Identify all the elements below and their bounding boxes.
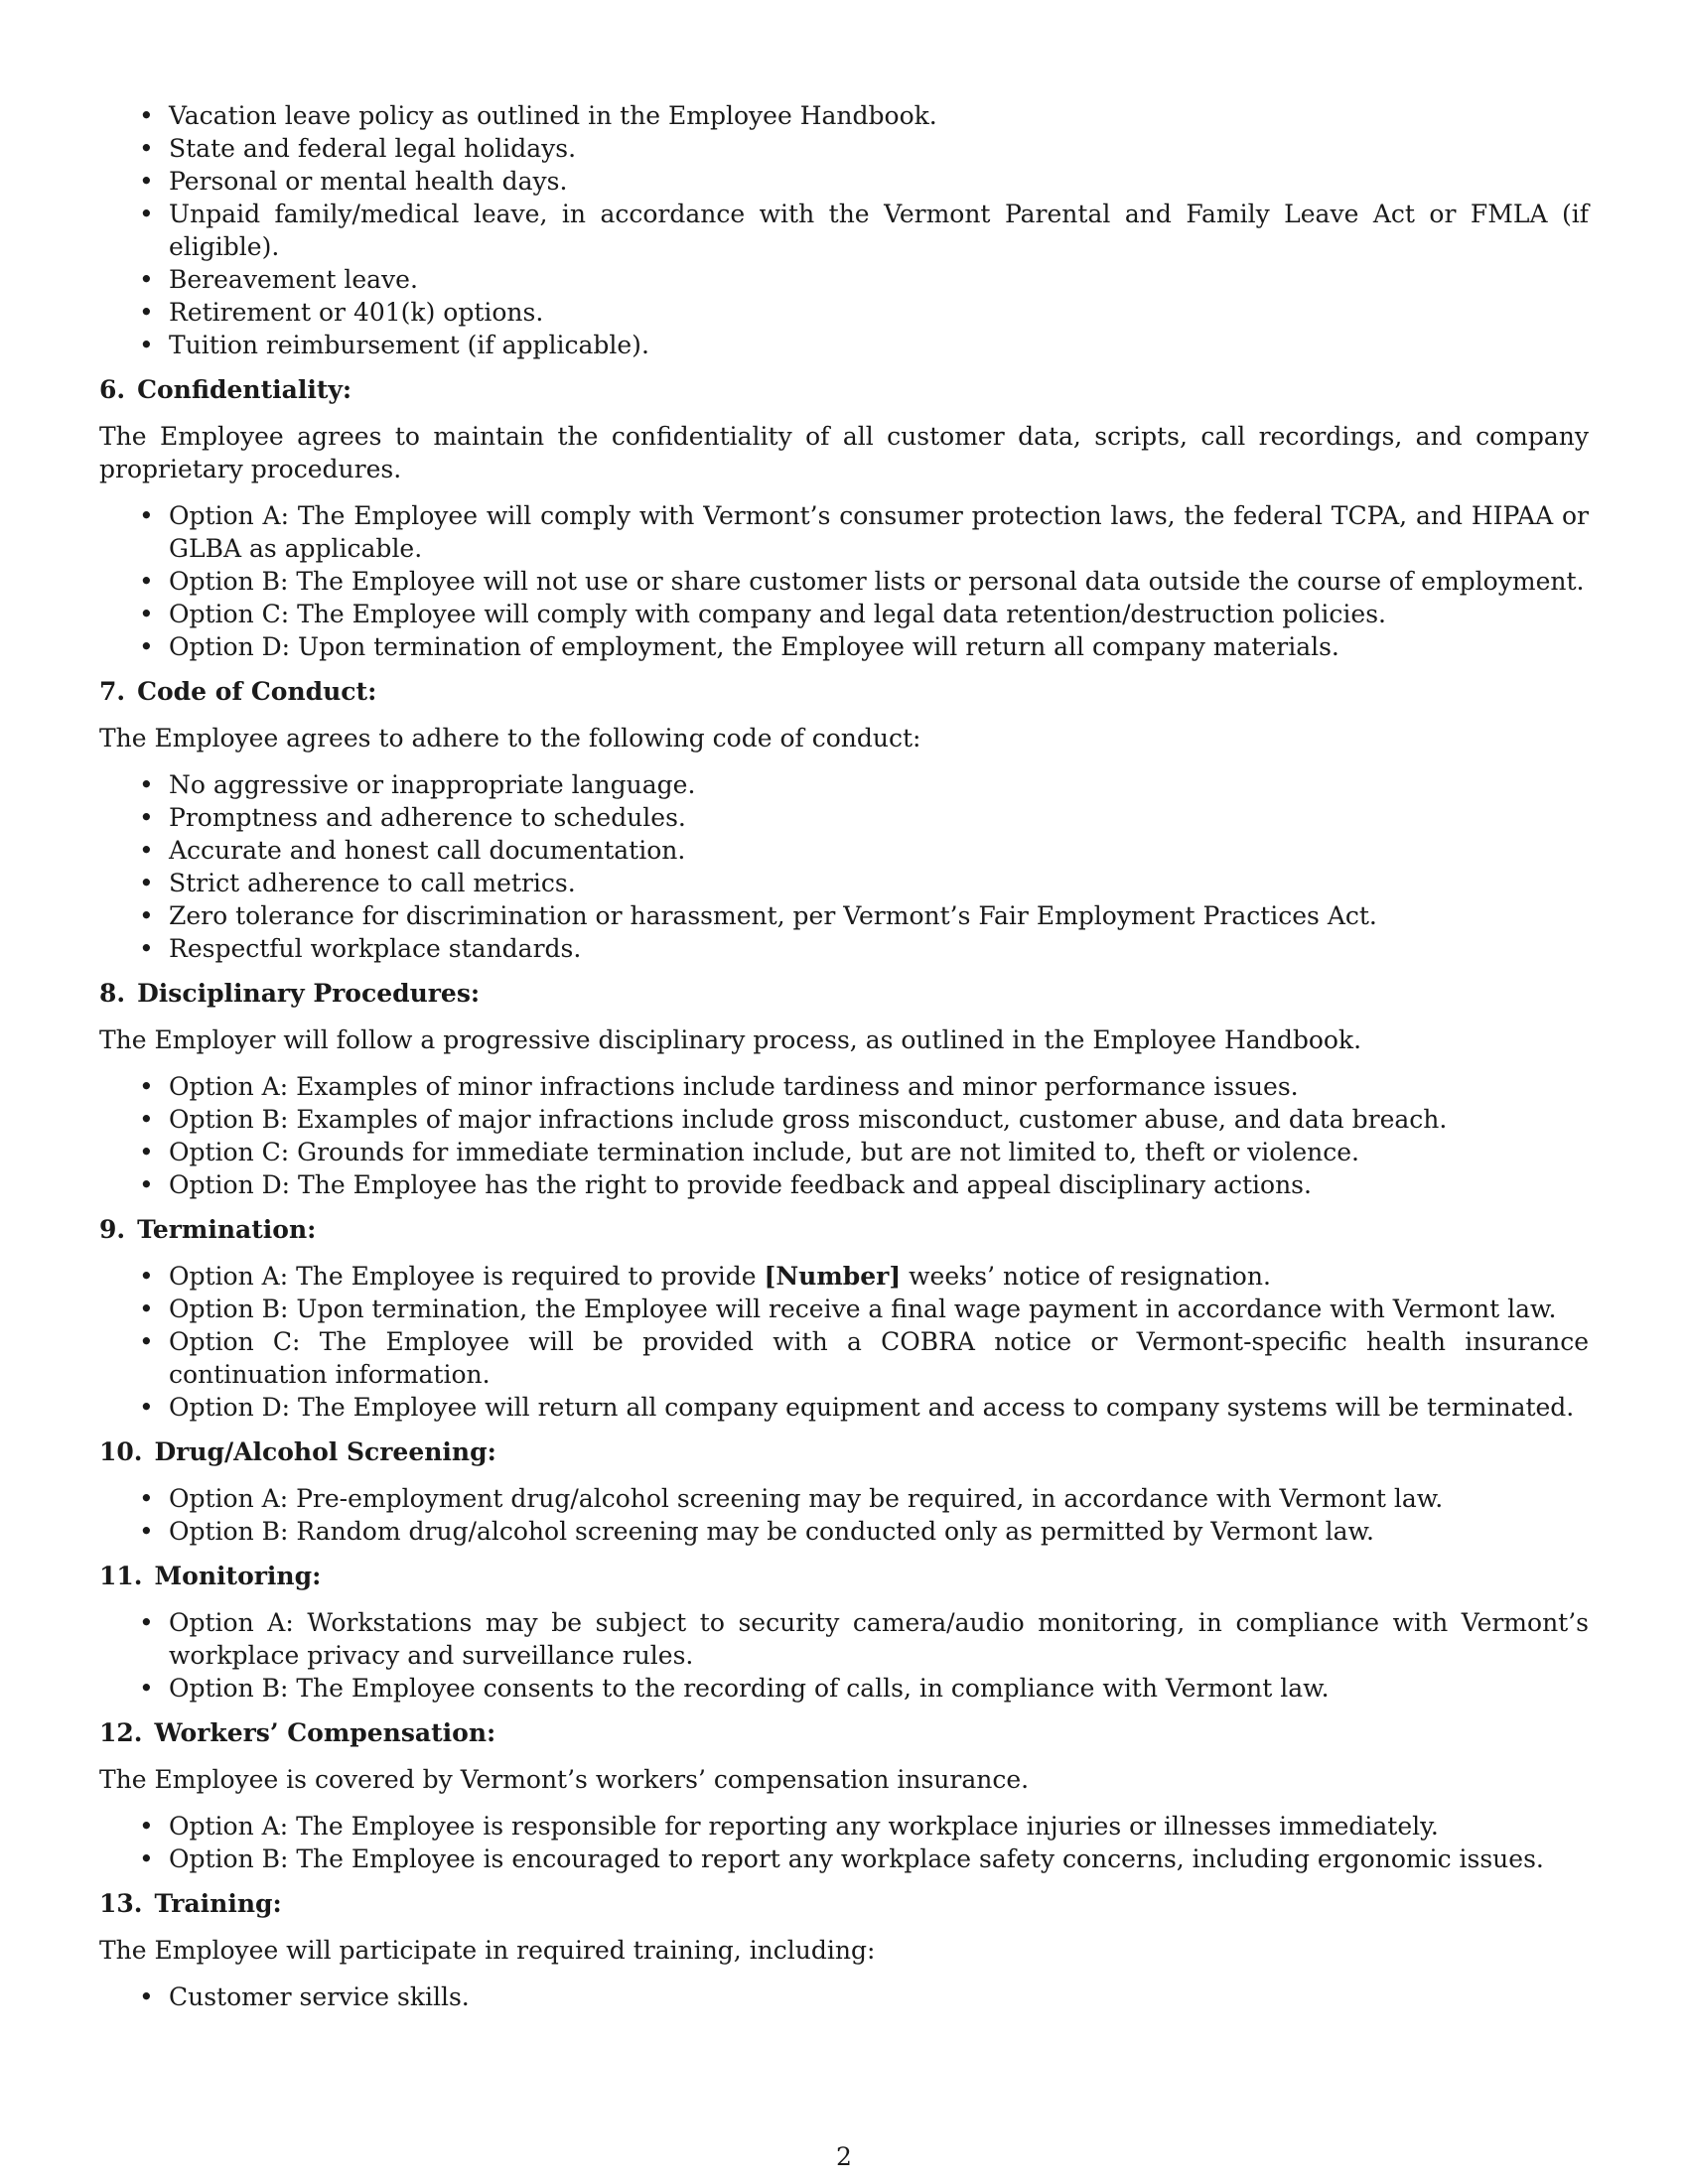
- section-heading-monitoring: [99, 1560, 1589, 1592]
- section-number: 8.: [99, 979, 126, 1008]
- section-intro: The Employee agrees to maintain the confidentiality of all customer data, scripts, call recordings, and company proprietary procedures.: [99, 422, 1589, 483]
- section-number: 11.: [99, 1562, 143, 1590]
- page-number: 2: [836, 2142, 852, 2171]
- list-item: • Option B: Upon termination, the Employee will receive a final wage payment in accordance with Vermont law.: [99, 1293, 1589, 1325]
- list-item: • Unpaid family/medical leave, in accordance with the Vermont Parental and Family Leave Act or FMLA (if eligible).: [99, 198, 1589, 263]
- list-item: • Option B: The Employee will not use or share customer lists or personal data outside the course of employment.: [99, 565, 1589, 598]
- list-item: • Option A: Examples of minor infractions include tardiness and minor performance issues.: [99, 1070, 1589, 1103]
- training-list: [99, 1980, 1589, 2013]
- list-item: • Option D: Upon termination of employment, the Employee will return all company materials.: [99, 630, 1589, 663]
- section-number: 12.: [99, 1718, 143, 1747]
- list-item: • Option B: Random drug/alcohol screening may be conducted only as permitted by Vermont law.: [99, 1515, 1589, 1548]
- code-of-conduct-list: [99, 768, 1589, 965]
- monitoring-list: [99, 1606, 1589, 1705]
- list-item: • Retirement or 401(k) options.: [99, 296, 1589, 329]
- workers-compensation-list: [99, 1810, 1589, 1875]
- list-item: • Option B: The Employee consents to the recording of calls, in compliance with Vermont law.: [99, 1672, 1589, 1705]
- section-title: Drug/Alcohol Screening:: [154, 1437, 496, 1466]
- section-number: 6.: [99, 375, 126, 404]
- section-title: Termination:: [137, 1215, 317, 1244]
- list-item: • Option A: The Employee is responsible for reporting any workplace injuries or illnesses immediately.: [99, 1810, 1589, 1843]
- section-heading-drug-alcohol-screening: [99, 1435, 1589, 1468]
- screening-list: [99, 1482, 1589, 1548]
- list-item: • Option D: The Employee will return all company equipment and access to company systems will be terminated.: [99, 1391, 1589, 1424]
- disciplinary-list: [99, 1070, 1589, 1201]
- list-item: • Option C: The Employee will comply with company and legal data retention/destruction policies.: [99, 598, 1589, 630]
- list-item: • Bereavement leave.: [99, 263, 1589, 296]
- section-number: 7.: [99, 677, 126, 706]
- section-heading-workers-compensation: [99, 1716, 1589, 1749]
- section-title: Confidentiality:: [137, 375, 352, 404]
- section-number: 9.: [99, 1215, 126, 1244]
- list-item: • Respectful workplace standards.: [99, 932, 1589, 965]
- list-item: • Option D: The Employee has the right to provide feedback and appeal disciplinary actions.: [99, 1168, 1589, 1201]
- section-intro: The Employee will participate in required training, including:: [99, 1936, 876, 1965]
- document-page: [99, 99, 1589, 2025]
- section-heading-training: [99, 1887, 1589, 1920]
- placeholder-number: [Number]: [764, 1262, 902, 1291]
- section-heading-confidentiality: [99, 373, 1589, 406]
- section-heading-disciplinary-procedures: [99, 977, 1589, 1010]
- confidentiality-list: [99, 499, 1589, 663]
- list-item: • Vacation leave policy as outlined in the Employee Handbook.: [99, 99, 1589, 132]
- list-item: • Option C: The Employee will be provided with a COBRA notice or Vermont-specific health insurance continuation information.: [99, 1325, 1589, 1391]
- list-item: • Option C: Grounds for immediate termination include, but are not limited to, theft or violence.: [99, 1136, 1589, 1168]
- list-item: • No aggressive or inappropriate language.: [99, 768, 1589, 801]
- list-item: • Option A: The Employee will comply with Vermont’s consumer protection laws, the federal TCPA, and HIPAA or GLBA as applicable.: [99, 499, 1589, 565]
- section-title: Code of Conduct:: [137, 677, 377, 706]
- text-segment: Option A: The Employee is required to provide: [169, 1262, 765, 1291]
- section-heading-termination: [99, 1213, 1589, 1246]
- section-intro: The Employee agrees to adhere to the following code of conduct:: [99, 724, 921, 752]
- list-item: • State and federal legal holidays.: [99, 132, 1589, 165]
- section-title: Workers’ Compensation:: [154, 1718, 496, 1747]
- section-title: Disciplinary Procedures:: [137, 979, 481, 1008]
- text-segment: weeks’ notice of resignation.: [901, 1262, 1271, 1291]
- section-heading-code-of-conduct: [99, 675, 1589, 708]
- benefits-list: [99, 99, 1589, 361]
- list-item: • Customer service skills.: [99, 1980, 1589, 2013]
- list-item: • Option A: Pre-employment drug/alcohol screening may be required, in accordance with Vermont law.: [99, 1482, 1589, 1515]
- section-title: Monitoring:: [154, 1562, 322, 1590]
- list-item: • Option A: Workstations may be subject to security camera/audio monitoring, in compliance with Vermont’s workplace privacy and surveillance rules.: [99, 1606, 1589, 1672]
- list-item: [99, 1260, 1589, 1293]
- list-item: • Promptness and adherence to schedules.: [99, 801, 1589, 834]
- list-item: • Zero tolerance for discrimination or harassment, per Vermont’s Fair Employment Practices Act.: [99, 899, 1589, 932]
- section-number: 10.: [99, 1437, 143, 1466]
- list-item: • Personal or mental health days.: [99, 165, 1589, 198]
- list-item: • Option B: The Employee is encouraged to report any workplace safety concerns, including ergonomic issues.: [99, 1843, 1589, 1875]
- list-item: • Tuition reimbursement (if applicable).: [99, 329, 1589, 361]
- section-number: 13.: [99, 1889, 143, 1918]
- section-intro: The Employer will follow a progressive disciplinary process, as outlined in the Employee Handbook.: [99, 1025, 1362, 1054]
- list-item: • Option B: Examples of major infractions include gross misconduct, customer abuse, and data breach.: [99, 1103, 1589, 1136]
- section-title: Training:: [154, 1889, 282, 1918]
- section-intro: The Employee is covered by Vermont’s workers’ compensation insurance.: [99, 1765, 1030, 1794]
- termination-list: [99, 1260, 1589, 1424]
- list-item: • Strict adherence to call metrics.: [99, 867, 1589, 899]
- list-item: • Accurate and honest call documentation.: [99, 834, 1589, 867]
